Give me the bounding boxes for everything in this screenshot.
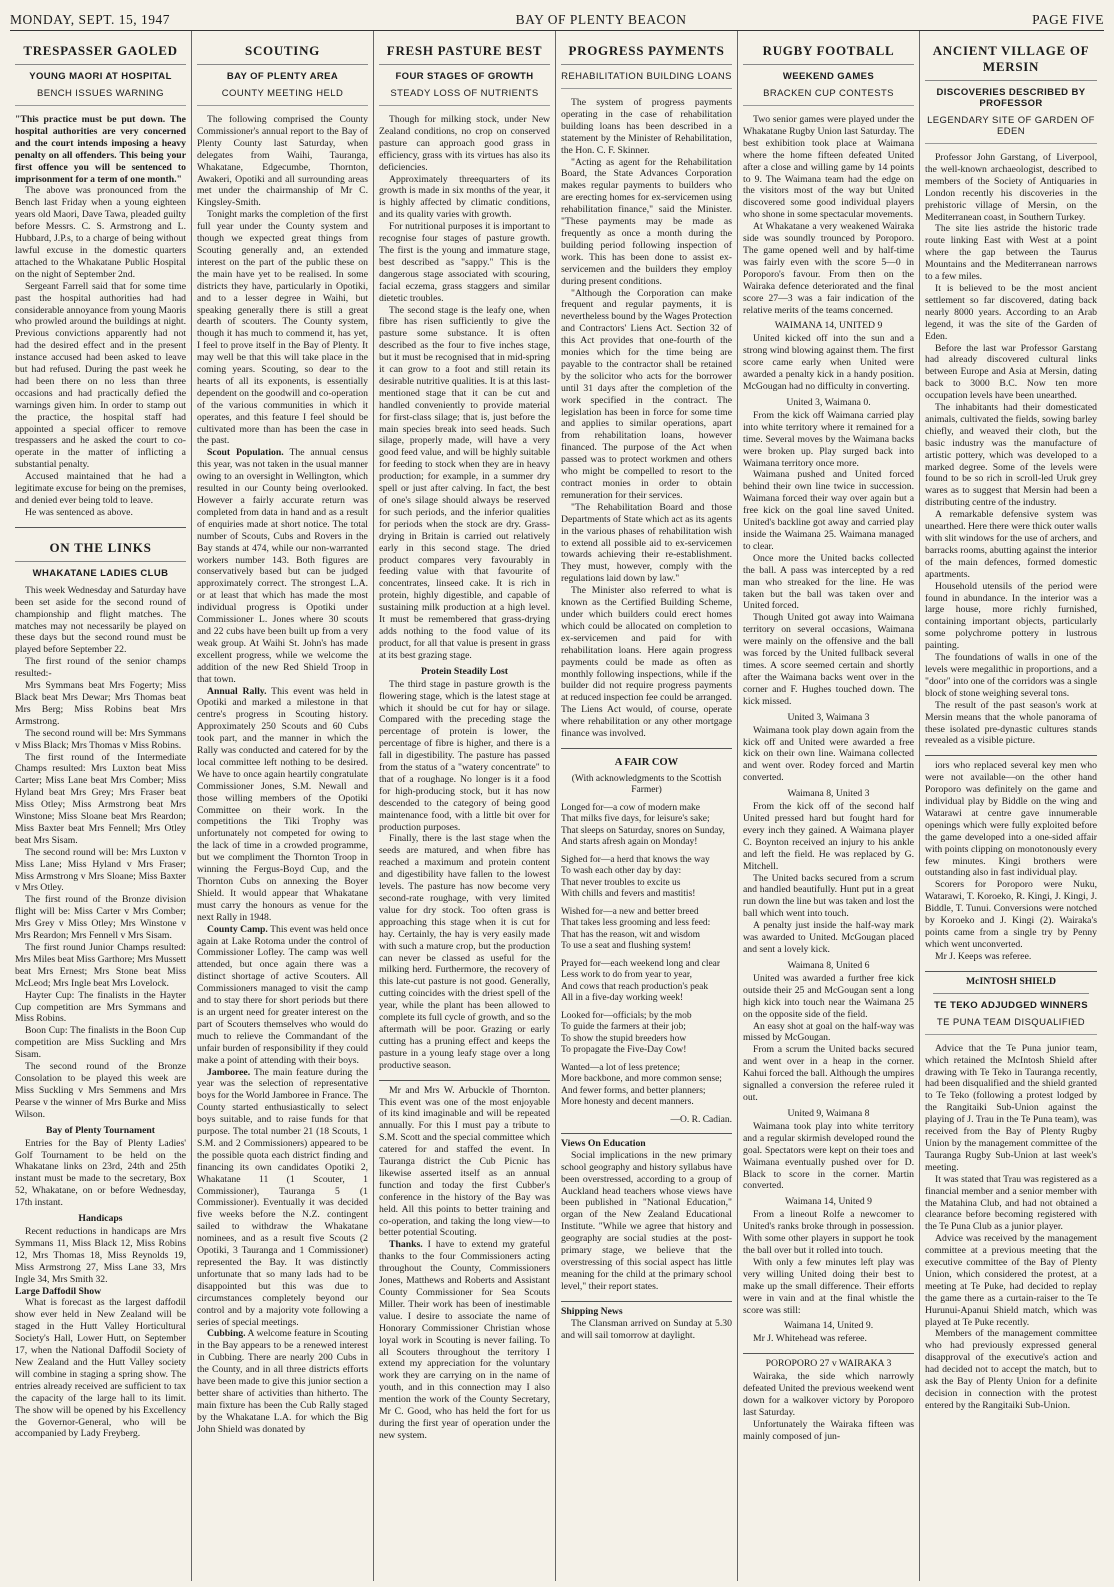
section-head: Large Daffodil Show	[15, 1285, 102, 1297]
inline-head: Annual Rally.	[207, 685, 267, 697]
paragraph-text: I have to extend my grateful thanks to the four Commissioners acting throughout the County, Commissioners Jones, Matthews and Roberts and Assistant County Commissioner for Sea Scouts Miller. Their work has been of inestimable value. I desire to associate the name of Honorary Commissioner Christian whose loyal work in Scouting is never failing. To all Scouters throughout the territory I extend my appreciation for the voluntary work they are carrying on in the name of youth, and in this connection may I also mention the work of the County Secretary, Mr C. Good, who has held the fort for us during the first year of operation under the new system.	[379, 1239, 551, 1441]
article-mcintosh-shield	[925, 976, 1097, 1412]
paragraph: At Whakatane a very weakened Wairaka side was soundly trounced by Poroporo. The game opened well and by half-time was fairly even with the score 5—0 in Poroporo's favour. From then on the Wairaka defence deteriorated and the final score 27—3 was a fair indication of the relative merits of the teams concerned.	[743, 221, 914, 316]
score-line: United 9, Waimana 8	[787, 1107, 870, 1119]
paragraph: The first round Junior Champs resulted: Mrs Miles beat Miss Garthore; Mrs Mussett beat Mrs Ernest; Mrs Stone beat Miss McLeod; Mrs Ingle beat Mrs Lovelock.	[15, 942, 186, 989]
inline-head: Thanks.	[389, 1239, 423, 1251]
paragraph: Mr and Mrs W. Arbuckle of Thornton. This event was one of the most enjoyable of its kind imaginable and will be repeated annually. For this I must pay a tribute to S.M. Scott and the special committee which catered for and staffed the event. In Tauranga district the Cub Picnic has likewise asserted itself as an annual function and today the first Cubber's conference in the history of the Bay was held. All this points to better training and co-operation, and taking the long view—to better potential Scouting.	[379, 1084, 550, 1239]
headline-scouting: SCOUTING	[197, 43, 368, 65]
poem-line: To use a seat and flushing system!	[561, 941, 692, 952]
paragraph	[197, 1328, 368, 1435]
paragraph: Boon Cup: The finalists in the Boon Cup competition are Miss Suckling and Mrs Sisam.	[15, 1025, 186, 1061]
paragraph: "The Rehabilitation Board and those Departments of State which act as its agents in the various phases of rehabilitation wish to extend all possible aid to ex-servicemen towards achieving their re-establishment. They must, however, comply with the regulations laid down by law."	[561, 501, 732, 585]
lead-paragraph: "This practice must be put down. The hospital authorities are very concerned and the court intends imposing a heavy penalty on all offenders. This being your first offence you will be sentenced to imprisonment for a term of one month."	[15, 114, 186, 185]
paragraph: Though United got away into Waimana territory on several occasions, Waimana were mainly on the offensive and the ball was forced by the United fullback several times. A score seemed certain and shortly after the Waimana backs went over in the corner and F. Hughes touched down. The kick missed.	[743, 612, 914, 707]
score-line: Waimana 8, United 6	[787, 959, 870, 971]
score-line: United 3, Waimana 3	[787, 711, 870, 723]
paragraph: The first round of the Bronze division flight will be: Miss Carter v Mrs Comber; Mrs Grey v Miss Otley; Mrs Winstone v Mrs Reardon; Mrs Fennell v Mrs Sisam.	[15, 894, 186, 942]
score-line: WAIMANA 14, UNITED 9	[774, 320, 883, 332]
paragraph: The above was pronounced from the Bench last Friday when a young eighteen years old Maori, Dave Tawa, pleaded guilty before Messrs. C. S. Armstrong and L. Hubbard, J.P.s, to a charge of being without lawful excuse in the domestic quarters attached to the Whakatane Public Hospital on the night of September 2nd.	[15, 185, 186, 280]
poem-line: Looked for—officials; by the mob	[561, 1010, 692, 1021]
paragraph: iors who replaced several key men who were not available—on the other hand Poroporo was definitely on the game and individual play by Biddle on the wing and Watarawi at centre gave innumerable openings which were fully exploited before the game developed into a one-sided affair with points clipping on monotonously every few minutes. Kingi brothers were outstanding also in fast individual play.	[925, 760, 1097, 879]
paragraph: Waimana pushed and United forced behind their own line twice in succession. Waimana forced their way over again but a free kick on the goal line saved United. United's backline got away and carried play inside the Waimana 25. Waimana managed to clear.	[743, 469, 914, 552]
article-shipping-news	[561, 1306, 732, 1342]
paragraph: The result of the past season's work at Mersin means that the whole panorama of these isolated pre-dynastic cultures stands revealed as a visible picture.	[925, 699, 1097, 747]
paragraph: The second round will be: Mrs Luxton v Miss Lane; Miss Hyland v Mrs Fraser; Miss Armstrong v Mrs Sloane; Miss Baxter v Mrs Otley.	[15, 846, 186, 894]
paragraph: Before the last war Professor Garstang had already discovered cultural links between Europe and Asia at Mersin, dating back to 3000 B.C. Now ten more occupation levels have been unearthed.	[925, 342, 1097, 402]
poem-line: To show the stupid breeders how	[561, 1033, 687, 1044]
section-head: Views On Education	[561, 1137, 646, 1149]
subhead: TE PUNA TEAM DISQUALIFIED	[925, 1017, 1097, 1035]
subhead: COUNTY MEETING HELD	[197, 88, 368, 106]
stanza	[561, 907, 732, 953]
poem-line: That takes less grooming and less feed:	[561, 918, 711, 929]
paragraph: The Minister also referred to what is known as the Certified Building Scheme, under which builders could erect homes which could be allocated on completion to ex-servicemen and paid for with rehabilitation loans. Here again progress payments could be made as often as monthly following inspections, while if the builder did not require progress payments at reduced inspection fee could be arranged. The Liens Act would, of course, operate where rehabilitation or any other mortgage finance was involved.	[561, 585, 732, 740]
subhead: WHAKATANE LADIES CLUB	[32, 567, 169, 579]
paragraph: Mrs Symmans beat Mrs Fogerty; Miss Black beat Mrs Dewar; Mrs Thomas beat Mrs Berg; Miss Robins beat Mrs Armstrong.	[15, 680, 186, 727]
paragraph: The foundations of walls in one of the levels were megalithic in proportions, and a "door" into one of the corridors was a single block of stone weighing several tons.	[925, 652, 1097, 699]
stanza	[561, 959, 732, 1005]
paragraph: The inhabitants had their domesticated animals, cultivated the fields, sowing barley chiefly, and weaved their cloth, but the basic industry was the manufacture of artistic pottery, which was developed to a marked degree. Some of the levels were found to be so rich in scroll-led Uruk grey wares as to suggest that Mersin had been a distributing centre of the industry.	[925, 402, 1097, 509]
page-number: PAGE FIVE	[1032, 12, 1104, 27]
headline-mcintosh-shield: McINTOSH SHIELD	[966, 975, 1056, 987]
issue-date: MONDAY, SEPT. 15, 1947	[10, 12, 171, 27]
subhead: DISCOVERIES DESCRIBED BY PROFESSOR	[936, 87, 1086, 109]
paragraph	[197, 924, 368, 1067]
stanza	[561, 855, 732, 901]
poem-acknowledgment: (With acknowledgments to the Scottish Farmer)	[571, 773, 722, 796]
subhead: BRACKEN CUP CONTESTS	[743, 88, 914, 106]
masthead	[10, 6, 1104, 31]
divider	[379, 1080, 550, 1081]
poem-line: Wanted—a lot of less pretence;	[561, 1062, 680, 1073]
divider	[15, 527, 186, 528]
paragraph: The first round of the senior champs resulted:-	[15, 656, 186, 680]
section-head: Shipping News	[561, 1305, 623, 1317]
divider	[925, 971, 1097, 972]
paragraph: The second round of the Bronze Consolation to be played this week are Miss Suckling v Mrs Semmens and Mrs Pearse v the winner of Mrs Burke and Miss Wilson.	[15, 1061, 186, 1120]
paragraph: The site lies astride the historic trade route linking East with West at a point where the gap between the Taurus Mountains and the Mediterranean narrows to a few miles.	[925, 223, 1097, 283]
divider	[933, 993, 1089, 994]
divider	[561, 748, 732, 749]
paragraph: The United backs secured from a scrum and handled beautifully. Hunt put in a great run down the line but was taken and lost the ball which went into touch.	[743, 872, 914, 920]
subhead: FOUR STAGES OF GROWTH	[395, 71, 534, 82]
article-progress-payments	[561, 43, 732, 740]
paragraph: For nutritional purposes it is important to recognise four stages of pasture growth. The first is the young and immature stage, best described as "sappy." This is the dangerous stage associated with scouring, facial eczema, grass staggers and similar dietetic troubles.	[379, 221, 550, 304]
article-on-the-links	[15, 540, 186, 1441]
paragraph: Once more the United backs collected the ball. A pass was intercepted by a red man who streaked for the line. He was taken but the ball was taken over and United forced.	[743, 552, 914, 612]
section-head: Bay of Plenty Tournament	[46, 1124, 155, 1136]
paragraph: Scorers for Poroporo were Nuku, Watarawi, T. Koroeko, R. Kingi, J. Kingi, J. Biddle, T. Tunui. Conversions were notched by Koroeko and J. Kingi (2). Wairaka's points came from a single try by Penny which went unconverted.	[925, 879, 1097, 950]
paragraph: What is forecast as the largest daffodil show ever held in New Zealand will be staged in the Hutt Valley Horticultural Society's Hall, Lower Hutt, on September 17, when the National Daffodil Society of New Zealand and the Hutt Valley society will combine in staging a spring show. The entries already received are sufficient to tax the capacity of the large hall to its limit. The show will be opened by his Excellency the Governor-General, who will be accompanied by Lady Freyberg.	[15, 1297, 186, 1440]
paragraph: Finally, there is the last stage when the seeds are matured, and when fibre has reached a maximum and protein content and digestibility have fallen to the lowest levels. The pasture has now become very second-rate roughage, with very limited value for dry stock. Too often grass is approaching this stage when it is cut for hay. Certainly, the hay is very easily made with such a mature crop, but the production can never be classed as useful for the milking herd. Furthermore, the recovery of this late-cut pasture is not good. Generally, cutting coincides with the driest spell of the year, while the plant has been allowed to complete its full cycle of growth, and so the aftermath will be poor. Grazing or early cutting has a pruning effect and keeps the pasture in a young leafy stage over a long productive season.	[379, 833, 550, 1071]
column-2	[192, 31, 374, 1581]
poem-line: Wished for—a new and better breed	[561, 906, 699, 917]
paragraph: The second round will be: Mrs Symmans v Miss Black; Mrs Thomas v Miss Robins.	[15, 727, 186, 751]
paragraph: From a scrum the United backs secured and went over in a heap in the corner. Kahui forced the ball. Although the umpires signalled a conversion the referee ruled it out.	[743, 1044, 914, 1103]
paragraph: Entries for the Bay of Plenty Ladies' Golf Tournament to be held on the Whakatane links on 23rd, 24th and 25th instant must be made to the secretary, Box 52, Whakatane, on or before Wednesday, 17th instant.	[15, 1137, 186, 1209]
paragraph: Accused maintained that he had a legitimate excuse for being on the premises, and denied ever being told to leave.	[15, 471, 186, 506]
poem-line: And starts afresh again on Monday!	[561, 837, 698, 848]
section-head: Protein Steadily Lost	[420, 665, 508, 677]
subhead: TE TEKO ADJUDGED WINNERS	[934, 999, 1088, 1011]
poem-line: Sighed for—a herd that knows the way	[561, 854, 710, 865]
paragraph-text: This event was held once again at Lake Rotoma under the control of Commissioner Lofley. The camp was well attended, but once again there was a distinct shortage of active Scouters. All Commissioners managed to visit the camp and to stay there for short periods but there is an urgent need for greater interest on the part of Scouters themselves who would do much to relieve the Commandant of the unfair burden of responsibility if they could make a point of attending with their boys.	[197, 923, 368, 1066]
subhead: LEGENDARY SITE OF GARDEN OF EDEN	[925, 115, 1097, 144]
paragraph: "Although the Corporation can make frequent and regular payments, it is nevertheless bound by the Wages Protection and Contractors' Liens Act. Section 32 of this Act provides that one-fourth of the monies which for the time being are payable to the contractor shall be retained by the solicitor who acts for the borrower until 31 days after the completion of the work specified in the contract. The legislation has been in force for some time and applies to similar operations, apart from rehabilitation loans, however financed. The purpose of the Act when passed was to protect workmen and others who might be compelled to resort to the contract monies in order to obtain remuneration for their services.	[561, 287, 732, 501]
columns	[10, 31, 1104, 1581]
paragraph: Household utensils of the period were found in abundance. In the interior was a large house, more richly furnished, containing important objects, particularly some polychrome pottery in lustrous painting.	[925, 580, 1097, 652]
score-line: Waimana 14, United 9.	[783, 1320, 874, 1332]
score-line: Waimana 8, United 3	[787, 788, 870, 800]
paragraph: Sergeant Farrell said that for some time past the hospital authorities had had considerable annoyance from young Maoris who prowled around the buildings at night. Previous convictions apparently had not had the desired effect and in the present instance accused had been asked to leave but had refused. During the past week he had been there on no less than three occasions and had practically defied the warnings given him. In order to stamp out the practice, the hospital staff had appointed a special officer to remove trespassers and he asked the court to co-operate in the matter of inflicting a substantial penalty.	[15, 280, 186, 471]
paragraph	[197, 1067, 368, 1329]
paragraph: Unfortunately the Wairaka fifteen was mainly composed of jun-	[743, 1419, 914, 1442]
paragraph: With only a few minutes left play was very willing United doing their best to make up the small difference. Their efforts were in vain and at the final whistle the score was still:	[743, 1256, 914, 1316]
poem-line: More backbone, and more common sense;	[561, 1074, 722, 1085]
headline-progress-payments: PROGRESS PAYMENTS	[561, 43, 732, 65]
subhead: YOUNG MAORI AT HOSPITAL	[29, 71, 172, 82]
paragraph-text: The annual census this year, was not taken in the usual manner owing to an oversight in Wellington, which resulted in our County being overlooked. However a fairly accurate return was completed from data in hand and as a result of enquiries made at short notice. The total number of Scouts, Cubs and Rovers in the Bay stands at 474, while our non-warranted workers number 143. Both figures are conservatively based but can be judged approximately correct. The strongest L.A. or at least that which has made the most individual progress is Opotiki under Commissioner L. Jones where 30 scouts and 22 cubs have been built up from a very weak group. At Waihi St. John's has made excellent progress, while we welcome the addition of the new Red Shield Troop in that town.	[197, 447, 368, 685]
article-rugby-football	[743, 43, 914, 1443]
subhead: WEEKEND GAMES	[782, 71, 875, 82]
stanza	[561, 803, 732, 849]
headline-on-the-links: ON THE LINKS	[15, 540, 186, 562]
paragraph: The second stage is the leafy one, when fibre has risen sufficiently to give the pasture some substance. It is often described as the four to five inches stage, but it must be recognised that in mid-spring it can grow to a foot and still retain its desirable nutritive qualities. It is at this last-mentioned stage that it can be cut and handled conveniently to provide material for first-class silage; that is, just before the main species break into seed heads. Such silage, properly made, will have a very good feed value, and will be highly suitable for feeding to stock when they are in heavy production; for example, in a summer dry spell or just after calving. In fact, the best of one's silage should always be reserved for such periods, and the inferior qualities for periods when the stock are dry. Grass-drying in Britain is carried out relatively early in this second stage. The dried product compares very favourably in feeding value with that favourite of concentrates, linseed cake. It is rich in protein, highly digestible, and capable of sustaining milk production at a high level. It must be remembered that grass-drying adds nothing to the food value of its product, for all that value is present in grass at its best grazing stage.	[379, 304, 550, 661]
poem-line: With chills and fevers and mastitis!	[561, 889, 696, 900]
paragraph: Two senior games were played under the Whakatane Rugby Union last Saturday. The best exhibition took place at Waimana where the home fifteen defeated United after a close and willing game by 14 points to 9. The Waimana team had the edge on the visitors most of the way but United discovered some good individual players who shone in some spectacular movements.	[743, 114, 914, 221]
article-ancient-village	[925, 43, 1097, 747]
paragraph: From the kick off of the second half United pressed hard but fought hard for every inch they gained. A Waimana player C. Boynton received an injury to his ankle and left the field. He was replaced by G. Mitchell.	[743, 801, 914, 872]
inline-head: Scout Population.	[207, 447, 284, 459]
column-6	[920, 31, 1102, 1581]
article-trespasser	[15, 43, 186, 519]
paragraph	[379, 1239, 550, 1441]
paragraph: It is believed to be the most ancient settlement so far discovered, dating back nearly 8000 years. According to an Arab legend, it was the site of the Garden of Eden.	[925, 282, 1097, 342]
divider	[561, 1133, 732, 1134]
paragraph: United kicked off into the sun and a strong wind blowing against them. The first score came early when United were awarded a penalty kick in a handy position. McGougan had no difficulty in converting.	[743, 333, 914, 393]
paragraph	[197, 447, 368, 685]
column-4	[556, 31, 738, 1581]
stanza	[561, 1011, 732, 1057]
paragraph: Wairaka, the side which narrowly defeated United the previous weekend went down for a walkover victory by Poroporo last Saturday.	[743, 1371, 914, 1419]
paragraph: From the kick off Waimana carried play into white territory where it remained for a time. Several moves by the Waimana backs were broken up. Play surged back into Waimana territory once more.	[743, 409, 914, 469]
paper-name: BAY OF PLENTY BEACON	[515, 12, 687, 27]
article-scouting	[197, 43, 368, 1436]
score-line: POROPORO 27 v WAIRAKA 3	[765, 1358, 892, 1370]
article-scouting-continued	[379, 1085, 550, 1442]
divider	[561, 1301, 732, 1302]
paragraph: A penalty just inside the half-way mark was awarded to United. McGougan placed and sent a lovely kick.	[743, 920, 914, 955]
poem-a-fair-cow	[561, 757, 732, 1125]
paragraph: Mr J. Whitehead was referee.	[753, 1333, 867, 1345]
poem-line: That has the reason, wit and wisdom	[561, 929, 701, 940]
paragraph: This week Wednesday and Saturday have been set aside for the second round of championship and flight matches. The matches may not necessarily be played on these days but the second round must be played before September 22.	[15, 584, 186, 656]
paragraph-text: The main feature during the year was the selection of representative boys for the World Jamboree in France. The County started enthusiastically to select boys suitable, and to raise funds for that purpose. The total number 21 (18 Scouts, 1 S.M. and 2 Commissioners) appeared to be the possible quota each district finding and financing its own candidates Opotiki 2, Whakatane 11 (1 Scouter, 1 Commissioner), Tauranga 5 (1 Commissioner). Eventually it was decided five weeks before the N.Z. contingent sailed to withdraw the Whakatane nominees, and as a result five Scouts (2 Opotiki, 3 Tauranga and 1 Commissioner) represented the Bay. It was distinctly unfortunate that so many lads had to be disappointed but this was due to circumstances completely beyond our control and by a majority vote following a series of special meetings.	[197, 1066, 368, 1328]
paragraph: Hayter Cup: The finalists in the Hayter Cup competition are Mrs Symmans and Miss Robins.	[15, 989, 186, 1025]
paragraph: United was awarded a further free kick outside their 25 and McGougan sent a long high kick into touch near the Waimana 25 on the opposite side of the field.	[743, 972, 914, 1020]
paragraph: Approximately threequarters of its growth is made in six months of the year, it is highly affected by climatic conditions, and its quality varies with growth.	[379, 173, 550, 221]
paragraph: Though for milking stock, under New Zealand conditions, no crop on conserved pasture can approach good grass in efficiency, grass with its virtues has also its deficiencies.	[379, 114, 550, 173]
headline-fresh-pasture: FRESH PASTURE BEST	[379, 43, 550, 65]
poem-line: And cows that reach production's peak	[561, 981, 709, 992]
subhead: BAY OF PLENTY AREA	[226, 71, 339, 82]
poem-line: To wash each other day by day:	[561, 866, 682, 877]
paragraph: Advice that the Te Puna junior team, which retained the McIntosh Shield after drawing with Te Teko in Tauranga recently, had been disqualified and the shield granted to Te Teko (following a protest lodged by the Rangitaiki Sub-Union against the playing of J. Trau in the Te Puna team), was received from the Bay of Plenty Rugby Union by the management committee of the Tauranga Rugby Sub-Union at last week's meeting.	[925, 1042, 1097, 1173]
paragraph: An easy shot at goal on the half-way was missed by McGougan.	[743, 1020, 914, 1044]
paragraph: The Clansman arrived on Sunday at 5.30 and will sail tomorrow at daylight.	[561, 1317, 732, 1341]
inline-head: Cubbing.	[207, 1328, 246, 1340]
subhead: BENCH ISSUES WARNING	[15, 88, 186, 106]
paragraph: From a lineout Rolfe a newcomer to United's ranks broke through in possession. With some other players in support he took the ball over but it rolled into touch.	[743, 1209, 914, 1257]
headline-ancient-village: ANCIENT VILLAGE OF MERSIN	[925, 43, 1097, 81]
inline-head: County Camp.	[207, 923, 268, 935]
poem-line: To propagate the Five-Day Cow!	[561, 1045, 687, 1056]
paragraph: The following comprised the County Commissioner's annual report to the Bay of Plenty County last Saturday, when delegates from Waihi, Tauranga, Whakatane, Edgecumbe, Thornton, Awakeri, Opotiki and all surrounding areas met under the chairmanship of Mr C. Kingsley-Smith.	[197, 114, 368, 209]
column-3	[374, 31, 556, 1581]
divider	[743, 1353, 914, 1354]
subhead: REHABILITATION BUILDING LOANS	[561, 71, 732, 89]
paragraph: Waimana took play down again from the kick off and United were awarded a free kick on their own line. Waimana collected and went over. Rodey forced and Martin converted.	[743, 724, 914, 784]
paragraph: Social implications in the new primary school geography and history syllabus have been overstressed, according to a group of Auckland head teachers whose views have been published in "National Education," organ of the New Zealand Educational Institute. "While we agree that history and geography are social studies at the post-primary stage, we believe that the overstressing of this social aspect has little meaning for the child at the primary school level," their report states.	[561, 1149, 732, 1292]
inline-head: Jamboree.	[207, 1066, 251, 1078]
article-views-on-education	[561, 1138, 732, 1293]
article-rugby-continued	[925, 760, 1097, 962]
poem-line: To guide the farmers at their job;	[561, 1022, 686, 1033]
poem-line: That milks five days, for leisure's sake;	[561, 814, 710, 825]
poem-title: A FAIR COW	[614, 756, 679, 768]
poem-line: More honesty and decent manners.	[561, 1097, 694, 1108]
score-line: United 3, Waimana 0.	[786, 396, 871, 408]
section-head: Handicaps	[78, 1213, 123, 1225]
poem-line: Longed for—a cow of modern make	[561, 802, 701, 813]
paragraph: It was stated that Trau was registered as a financial member and a senior member with the Matahina Club, and had not obtained a clearance before becoming registered with the Te Puna Club as a junior player.	[925, 1173, 1097, 1233]
poem-line: That never troubles to excite us	[561, 877, 681, 888]
paragraph: He was sentenced as above.	[25, 506, 133, 518]
paragraph: Recent reductions in handicaps are Mrs Symmans 11, Miss Black 12, Miss Robins 12, Mrs Thomas 18, Miss Reynolds 19, Miss Armstrong 27, Miss Lane 33, Mrs Ingle 34, Mrs Smith 32.	[15, 1226, 186, 1285]
poem-line: Prayed for—each weekend long and clear	[561, 958, 721, 969]
paragraph: Mr J. Keeps was referee.	[935, 950, 1032, 962]
column-5	[738, 31, 920, 1581]
poem-signature: —O. R. Cadian.	[670, 1114, 732, 1125]
subhead: STEADY LOSS OF NUTRIENTS	[379, 88, 550, 106]
paragraph: Advice was received by the management committee at a previous meeting that the executive committee of the Bay of Plenty Union, which considered the protest, at a meeting at Te Puke, had decided to replay the game there as a curtain-raiser to the Te Hurunui-Apanui Shield match, which was played at Te Puke recently.	[925, 1233, 1097, 1328]
paragraph	[197, 686, 368, 924]
paragraph: The third stage in pasture growth is the flowering stage, which is the latest stage at which it should be cut for hay or silage. Compared with the preceding stage the percentage of protein is lower, the percentage of fibre is higher, and there is a fall in digestibility. The pasture has passed from the status of a "watery concentrate" to that of a roughage. No longer is it a food for high-producing stock, but it has now descended to the category of being good maintenance food, with a little bit over for production purposes.	[379, 678, 550, 833]
paragraph: "Acting as agent for the Rehabilitation Board, the State Advances Corporation makes regular payments to builders who are erecting homes for ex-servicemen using rehabilitation finance," said the Minister. "These payments may be made as frequently as once a month during the building period following inspection of work. This has been done to assist ex-servicemen and the builders they employ during present conditions.	[561, 156, 732, 287]
stanza	[561, 1063, 732, 1109]
headline-rugby-football: RUGBY FOOTBALL	[743, 43, 914, 65]
paragraph: Professor John Garstang, of Liverpool, the well-known archaeologist, described to members of the Society of Antiquaries in London recently his discoveries in the prehistoric village of Mersin, on the Mediterranean coast, in Southern Turkey.	[925, 152, 1097, 223]
poem-line: That sleeps on Saturday, snores on Sunday,	[561, 825, 725, 836]
headline-trespasser: TRESPASSER GAOLED	[15, 43, 186, 65]
poem-line: Less work to do from year to year,	[561, 970, 692, 981]
paragraph: The system of progress payments operating in the case of rehabilitation building loans has been described in a statement by the Minister of Rehabilitation, the Hon. C. F. Skinner.	[561, 97, 732, 156]
poem-line: All in a five-day working week!	[561, 993, 684, 1004]
paragraph: Members of the management committee who had previously expressed general disapproval of the executive's action and had decided not to accept the match, but to ask the Bay of Plenty Union for a definite decision in connection with the protest entered by the Rangitaiki Sub-Union.	[925, 1328, 1097, 1411]
column-1	[10, 31, 192, 1581]
divider	[925, 755, 1097, 756]
paragraph-text: A welcome feature in Scouting in the Bay appears to be a renewed interest in Cubbing. There are nearly 200 Cubs in the County, and in all three districts efforts have been made to give this junior section a better share of activities than hitherto. The main fixture has been the Cub Rally staged by the Whakatane L.A. for which the Big John Shield was donated by	[197, 1328, 369, 1435]
paragraph: A remarkable defensive system was unearthed. Here there were thick outer walls with slit windows for the use of archers, and barracks rooms, abutting against the interior of the main defences, formed domestic apartments.	[925, 509, 1097, 580]
paragraph: Tonight marks the completion of the first full year under the County system and though we expected great things from Scouting generally and, an extended interest on the part of the public these on the main have yet to be realised. In some districts they have, particularly in Opotiki, and to a lesser degree in Waihi, but speaking generally there is still a great dearth of scouters. The County system, though it has much to commend it, has yet, I feel to prove itself in the Bay of Plenty. It may well be that this will take place in the coming years. Scouting, so dear to the hearts of all its exponents, is essentially dependent on the goodwill and co-operation of the various communities in which it operates, and this feature I feel should be cultivated more than has been the case in the past.	[197, 209, 368, 447]
paragraph: Waimana took play into white territory and a regular skirmish developed round the goal. Spectators were kept on their toes and Waimana eventually pushed over for D. Black to score in the corner. Martin converted.	[743, 1120, 914, 1192]
poem-line: And fewer forms, and better planners;	[561, 1085, 706, 1096]
article-fresh-pasture	[379, 43, 550, 1072]
paragraph: The first round of the Intermediate Champs resulted: Mrs Luxton beat Miss Carter; Miss Lane beat Mrs Comber; Miss Hyland beat Mrs Grey; Mrs Fraser beat Miss Otley; Miss Armstrong beat Mrs Winstone; Miss Sloane beat Mrs Reardon; Miss Baxter beat Mrs Fennell; Mrs Otley beat Mrs Sisam.	[15, 751, 186, 846]
paragraph-text: This event was held in Opotiki and marked a milestone in that centre's progress in Scouting history. Approximately 250 Scouts and 60 Cubs took part, and the manner in which the Rally was conducted and catered for by the local committee left nothing to be desired. We have to once again heartily congratulate Commissioner Jones, S.M. Newall and those willing members of the Opotiki Committee on their work. In the competitions the Tiki Trophy was unfortunately not competed for owing to the lack of time in a crowded programme, but we compliment the Thornton Troop in winning the Fergus-Boyd Cup, and the Thornton Cubs on annexing the Boyer Shield. It would appear that Whakatane must carry the honours as venue for the next Rally in 1948.	[197, 685, 369, 923]
score-line: Waimana 14, United 9	[785, 1196, 872, 1208]
